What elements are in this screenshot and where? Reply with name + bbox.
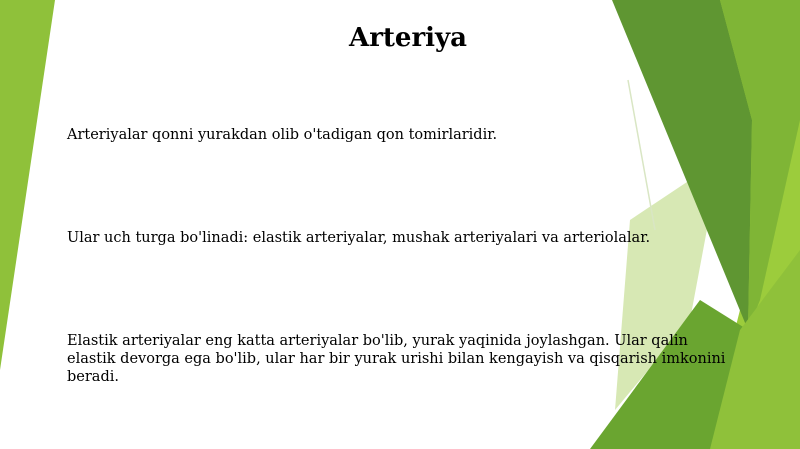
slide-title: Arteriya bbox=[349, 23, 467, 53]
paragraph-types: Ular uch turga bo'linadi: elastik arteriyalar, mushak arteriyalari va arteriolalar. bbox=[67, 230, 651, 246]
right-divider-line bbox=[628, 80, 655, 230]
paragraph-definition: Arteriyalar qonni yurakdan olib o'tadigan qon tomirlaridir. bbox=[67, 127, 498, 143]
paragraph-elastic-arteries: Elastik arteriyalar eng katta arteriyalar bo'lib, yurak yaqinida joylashgan. Ular qalin elastik devorga ega bo'lib, ular har bir yurak urishi bilan kengayish va qisqarish imkonini beradi. bbox=[67, 333, 726, 385]
left-accent-band bbox=[0, 0, 55, 370]
